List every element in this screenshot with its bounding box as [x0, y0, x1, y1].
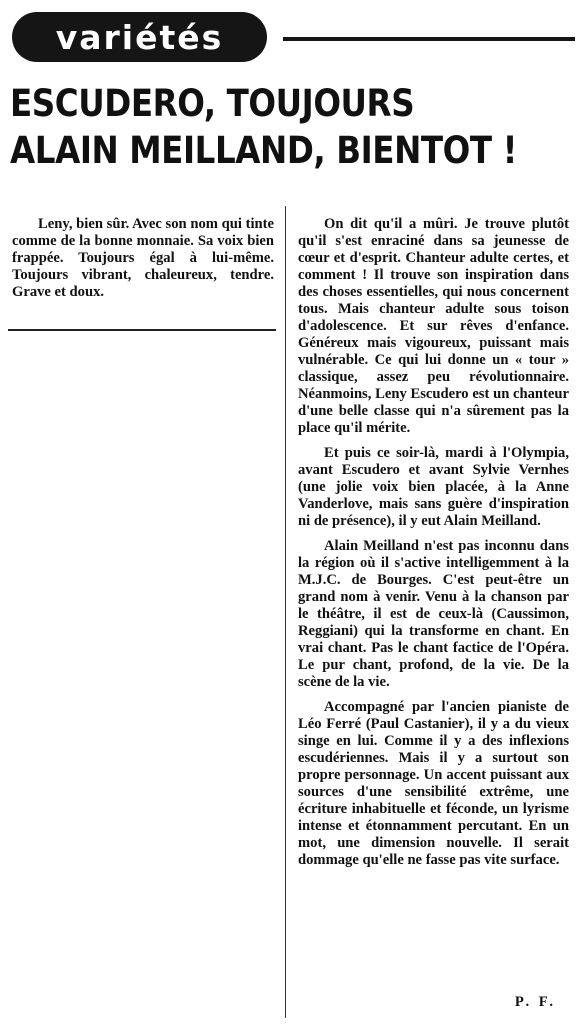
- author-signature: P. F.: [514, 994, 556, 1010]
- header-rule: [283, 37, 575, 41]
- column-rule: [8, 329, 276, 331]
- paragraph: On dit qu'il a mûri. Je trouve plutôt qu'il s'est enraciné dans sa jeunesse de cœur et d'esprit. Chanteur adulte certes, et comment ! Il trouve son inspiration dans des choses essentielles, qui nous concernent tous. Mais chanteur adulte sous toison d'adolescence. Et sur rêves d'enfance. Généreux mais vigoureux, puissant mais vulnérable. Ce qui lui donne un « tour » classique, assez peu révolutionnaire. Néanmoins, Leny Escudero est un chanteur d'une belle classe qui n'a sûrement pas la place qu'il mérite.: [298, 216, 569, 436]
- right-column: [298, 216, 569, 869]
- section-badge: [12, 12, 267, 62]
- headline: [10, 80, 576, 174]
- paragraph: Et puis ce soir-là, mardi à l'Olympia, avant Escudero et avant Sylvie Vernhes (une jolie voix bien placée, à la Anne Vanderlove, mais sans guère d'inspiration ni de présence), il y eut Alain Meilland.: [298, 445, 569, 529]
- headline-line-1: ESCUDERO, TOUJOURS: [10, 82, 415, 125]
- paragraph: Alain Meilland n'est pas inconnu dans la région où il s'active intelligemment à la M.J.C. de Bourges. C'est peut-être un grand nom à venir. Venu à la chanson par le théâtre, il est de ceux-là (Caussimon, Reggiani) qui la transforme en chant. En vrai chant. Pas le chant factice de l'Opéra. Le pur chant, profond, de la vie. De la scène de la vie.: [298, 538, 569, 690]
- headline-line-2: ALAIN MEILLAND, BIENTOT !: [10, 129, 517, 172]
- paragraph: Accompagné par l'ancien pianiste de Léo Ferré (Paul Castanier), il y a du vieux singe en lui. Comme il y a des inflexions escudériennes. Mais il y a surtout son propre personnage. Un accent puissant aux sources d'une sensibilité extrême, une écriture inhabituelle et féconde, un lyrisme intense et étonnamment percutant. En un mot, une dimension nouvelle. Il serait dommage qu'elle ne fasse pas vite surface.: [298, 699, 569, 868]
- left-column: [12, 216, 274, 301]
- section-label: variétés: [55, 17, 224, 57]
- paragraph: Leny, bien sûr. Avec son nom qui tinte comme de la bonne monnaie. Sa voix bien frappée. Toujours égal à lui-même. Toujours vibrant, chaleureux, tendre. Grave et doux.: [12, 216, 274, 300]
- column-divider: [285, 206, 286, 1018]
